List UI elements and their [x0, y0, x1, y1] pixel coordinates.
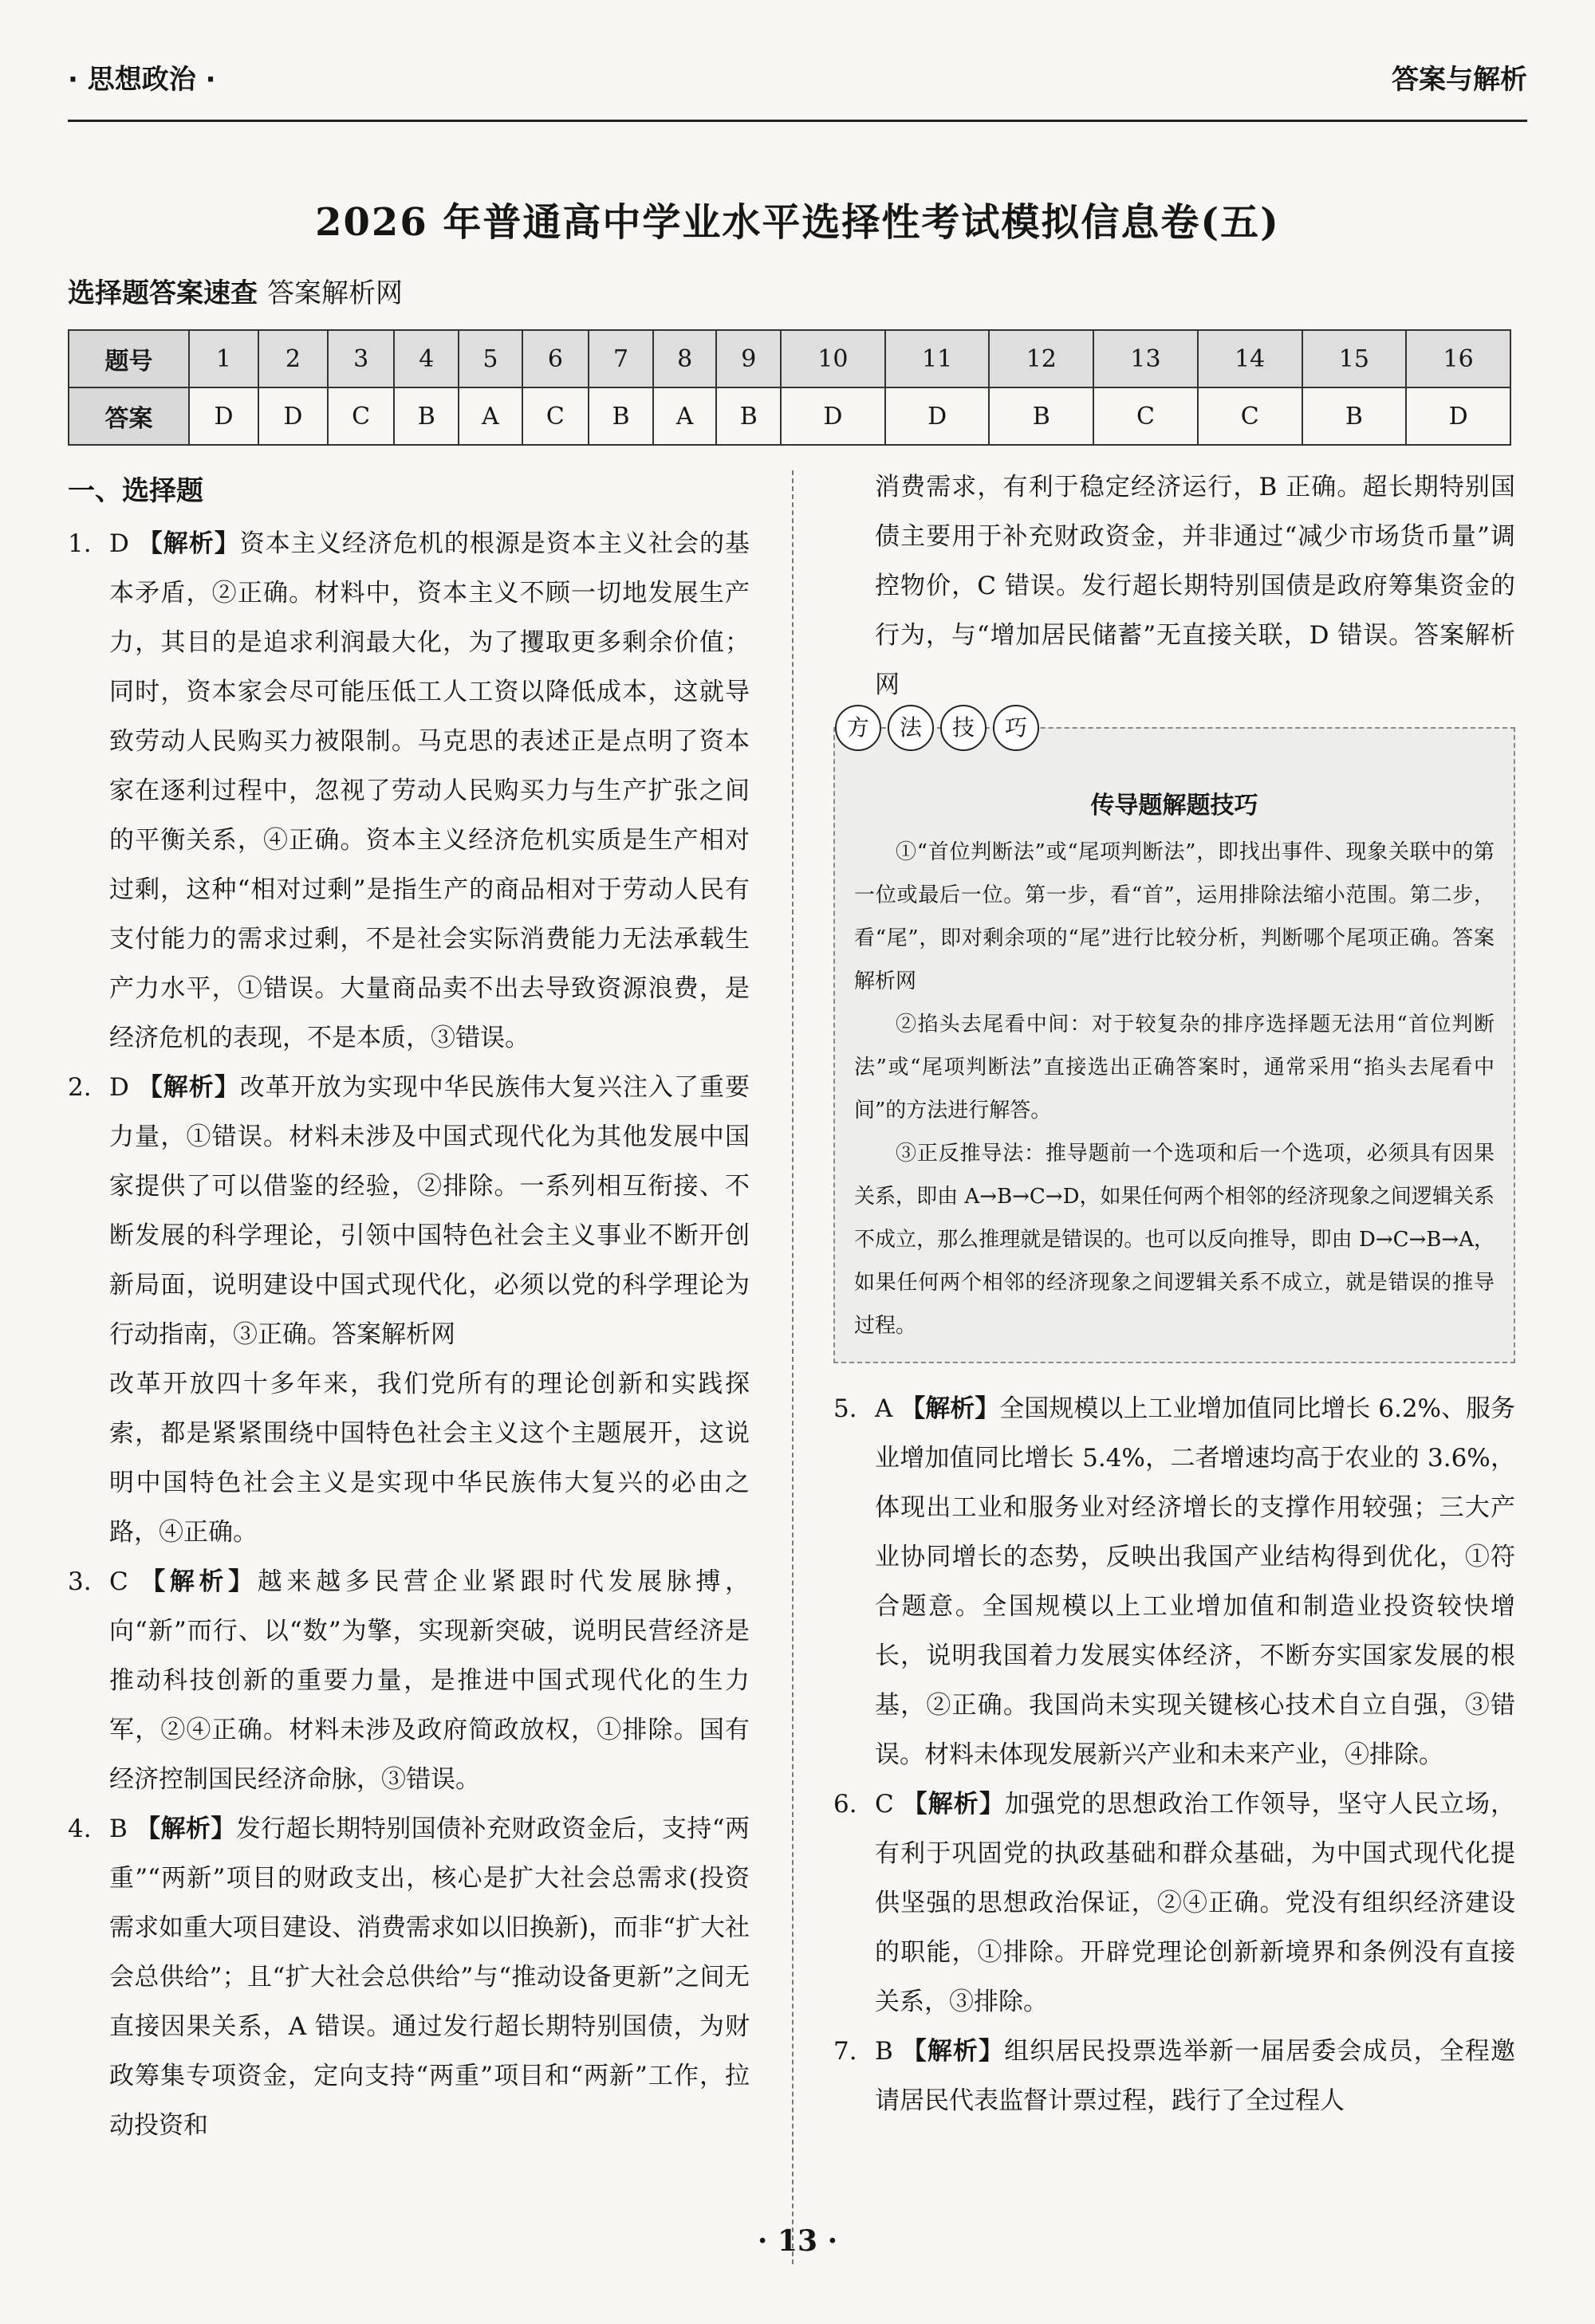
number-cell: 8 [653, 330, 717, 387]
answer-cell: B [394, 387, 459, 445]
question-answer: C [875, 1790, 894, 1819]
analysis-tag: 【解析】 [900, 1394, 1000, 1423]
explanation-text: 全国规模以上工业增加值同比增长 6.2%、服务业增加值同比增长 5.4%，二者增速均高于农业的 3.6%，体现出工业和服务业对经济增长的支撑作用较强；三大产业协同增长的态势，反映出我国产业结构得到优化，①符合题意。全国规模以上工业增加值和制造业投资较快增长，说明我国着力发展实体经济，不断夯实国家发展的根基，②正确。我国尚未实现关键核心技术自立自强，③错误。材料未体现发展新兴产业和未来产业，④排除。 [875, 1394, 1516, 1769]
explanation-text: 越来越多民营企业紧跟时代发展脉搏，向“新”而行、以“数”为擎，实现新突破，说明民营经济是推动科技创新的重要力量，是推进中国式现代化的生力军，②④正确。材料未涉及政府简政放权，①排除。国有经济控制国民经济命脉，③错误。 [109, 1567, 750, 1794]
explanation-text: 消费需求，有利于稳定经济运行，B 正确。超长期特别国债主要用于补充财政资金，并非通过“减少市场货币量”调控物价，C 错误。发行超长期特别国债是政府筹集资金的行为，与“增加居民储蓄”无直接关联，D 错误。答案解析网 [875, 473, 1515, 699]
question-answer: B [875, 2037, 893, 2066]
tip-paragraph: ③正反推导法：推导题前一个选项和后一个选项，必须具有因果关系，即由 A→B→C→D，如果任何两个相邻的经济现象之间逻辑关系不成立，那么推理就是错误的。也可以反向推导，即由 D→C→B→A，如果任何两个相邻的经济现象之间逻辑关系不成立，就是错误的推导过程。 [854, 1142, 1495, 1338]
explanation-text: 组织居民投票选举新一届居委会成员，全程邀请居民代表监督计票过程，践行了全过程人 [875, 2037, 1516, 2115]
tip-title: 传导题解题技巧 [1090, 792, 1258, 820]
answer-cell: D [1406, 387, 1510, 445]
tip-badge: 方 [835, 705, 881, 751]
answer-cell: D [885, 387, 990, 445]
number-cell: 13 [1093, 330, 1198, 387]
quick-answer-label: 选择题答案速查 [68, 277, 258, 309]
analysis-tag: 【解析】 [136, 1815, 236, 1843]
answer-cell: D [258, 387, 328, 445]
quick-answer-heading [68, 271, 403, 310]
answer-cell: C [1093, 387, 1198, 445]
tip-badges [835, 705, 1039, 751]
answer-cell: A [653, 387, 717, 445]
question-answer: D [109, 529, 129, 558]
question-1-explanation [68, 519, 750, 1063]
section-title: 一、选择题 [68, 475, 203, 507]
left-column [68, 466, 750, 2150]
number-cell: 5 [459, 330, 522, 387]
method-tip-box [833, 714, 1515, 1363]
answer-table-number-row [69, 330, 1510, 387]
question-number: 6. [833, 1790, 857, 1819]
tip-paragraph: ①“首位判断法”或“尾项判断法”，即找出事件、现象关联中的第一位或最后一位。第一步，看“首”，运用排除法缩小范围。第二步，看“尾”，即对剩余项的“尾”进行比较分析，判断哪个尾项正确。答案解析网 [854, 840, 1495, 993]
question-3-explanation [68, 1557, 750, 1804]
answer-cell: C [522, 387, 589, 445]
quick-answer-note: 答案解析网 [267, 277, 403, 309]
answer-cell: B [989, 387, 1093, 445]
question-number: 4. [68, 1815, 92, 1843]
analysis-tag: 【解析】 [140, 1567, 258, 1596]
number-cell: 11 [885, 330, 990, 387]
answer-cell: C [328, 387, 395, 445]
number-cell: 10 [781, 330, 885, 387]
answer-cell: A [459, 387, 522, 445]
question-answer: D [109, 1073, 129, 1102]
explanation-text: 改革开放为实现中华民族伟大复兴注入了重要力量，①错误。材料未涉及中国式现代化为其他发展中国家提供了可以借鉴的经验，②排除。一系列相互衔接、不断发展的科学理论，引领中国特色社会主义事业不断开创新局面，说明建设中国式现代化，必须以党的科学理论为行动指南，③正确。答案解析网 [109, 1073, 750, 1349]
question-number: 2. [68, 1073, 92, 1102]
header-rule [68, 120, 1527, 122]
number-cell: 4 [394, 330, 459, 387]
right-column [833, 462, 1515, 2125]
number-cell: 16 [1406, 330, 1510, 387]
question-6-explanation [833, 1779, 1515, 2027]
number-cell: 7 [589, 330, 653, 387]
explanation-text: 加强党的思想政治工作领导，坚守人民立场，有利于巩固党的执政基础和群众基础，为中国式现代化提供坚强的思想政治保证，②④正确。党没有组织经济建设的职能，①排除。开辟党理论创新新境界和条例没有直接关系，③排除。 [875, 1790, 1516, 2016]
explanation-text-continued: 改革开放四十多年来，我们党所有的理论创新和实践探索，都是紧紧围绕中国特色社会主义这个主题展开，这说明中国特色社会主义是实现中华民族伟大复兴的必由之路，④正确。 [109, 1370, 750, 1547]
question-5-explanation [833, 1384, 1515, 1779]
explanation-text: 资本主义经济危机的根源是资本主义社会的基本矛盾，②正确。材料中，资本主义不顾一切地发展生产力，其目的是追求利润最大化，为了攫取更多剩余价值；同时，资本家会尽可能压低工人工资以降低成本，这就导致劳动人民购买力被限制。马克思的表述正是点明了资本家在逐利过程中，忽视了劳动人民购买力与生产扩张之间的平衡关系，④正确。资本主义经济危机实质是生产相对过剩，这种“相对过剩”是指生产的商品相对于劳动人民有支付能力的需求过剩，不是社会实际消费能力无法承载生产力水平，①错误。大量商品卖不出去导致资源浪费，是经济危机的表现，不是本质，③错误。 [109, 529, 750, 1052]
question-answer: B [109, 1815, 128, 1843]
answer-cell: D [781, 387, 885, 445]
subject-label: · 思想政治 · [68, 64, 216, 96]
column-divider [792, 470, 794, 2264]
answer-cell: B [716, 387, 781, 445]
question-number: 5. [833, 1394, 857, 1423]
analysis-tag: 【解析】 [901, 2037, 1005, 2066]
page-title: 2026 年普通高中学业水平选择性考试模拟信息卷(五) [315, 200, 1280, 245]
number-cell: 14 [1198, 330, 1302, 387]
analysis-tag: 【解析】 [902, 1790, 1005, 1819]
question-number: 1. [68, 529, 92, 558]
answer-table-answer-row [69, 387, 1510, 445]
question-answer: C [109, 1567, 128, 1596]
tip-badge: 法 [888, 705, 934, 751]
question-4-explanation-continued [833, 462, 1515, 710]
answer-cell: D [189, 387, 258, 445]
number-cell: 9 [716, 330, 781, 387]
number-cell: 1 [189, 330, 258, 387]
section-label: 答案与解析 [1392, 64, 1527, 96]
number-cell: 3 [328, 330, 395, 387]
number-cell: 2 [258, 330, 328, 387]
number-cell: 6 [522, 330, 589, 387]
question-4-explanation [68, 1804, 750, 2150]
analysis-tag: 【解析】 [137, 529, 240, 558]
answer-cell: B [1302, 387, 1407, 445]
page-header [68, 49, 1527, 107]
tip-paragraph: ②掐头去尾看中间：对于较复杂的排序选择题无法用“首位判断法”或“尾项判断法”直接选出正确答案时，通常采用“掐头去尾看中间”的方法进行解答。 [854, 1013, 1495, 1123]
number-header: 题号 [69, 330, 189, 387]
answer-table [68, 329, 1511, 446]
tip-badge: 技 [940, 705, 987, 751]
tip-badge: 巧 [993, 705, 1039, 751]
analysis-tag: 【解析】 [137, 1073, 240, 1102]
page-number: · 13 · [757, 2224, 838, 2258]
answer-cell: B [589, 387, 653, 445]
question-answer: A [875, 1394, 893, 1423]
explanation-text: 发行超长期特别国债补充财政资金后，支持“两重”“两新”项目的财政支出，核心是扩大社会总需求(投资需求如重大项目建设、消费需求如以旧换新)，而非“扩大社会总供给”；且“扩大社会总供给”与“推动设备更新”之间无直接因果关系，A 错误。通过发行超长期特别国债，为财政筹集专项资金，定向支持“两重”项目和“两新”工作，拉动投资和 [109, 1815, 750, 2140]
answer-header: 答案 [69, 387, 189, 445]
number-cell: 12 [989, 330, 1093, 387]
question-number: 7. [833, 2037, 857, 2066]
question-number: 3. [68, 1567, 92, 1596]
question-7-explanation [833, 2027, 1515, 2125]
question-2-explanation [68, 1063, 750, 1557]
number-cell: 15 [1302, 330, 1407, 387]
answer-cell: C [1198, 387, 1302, 445]
